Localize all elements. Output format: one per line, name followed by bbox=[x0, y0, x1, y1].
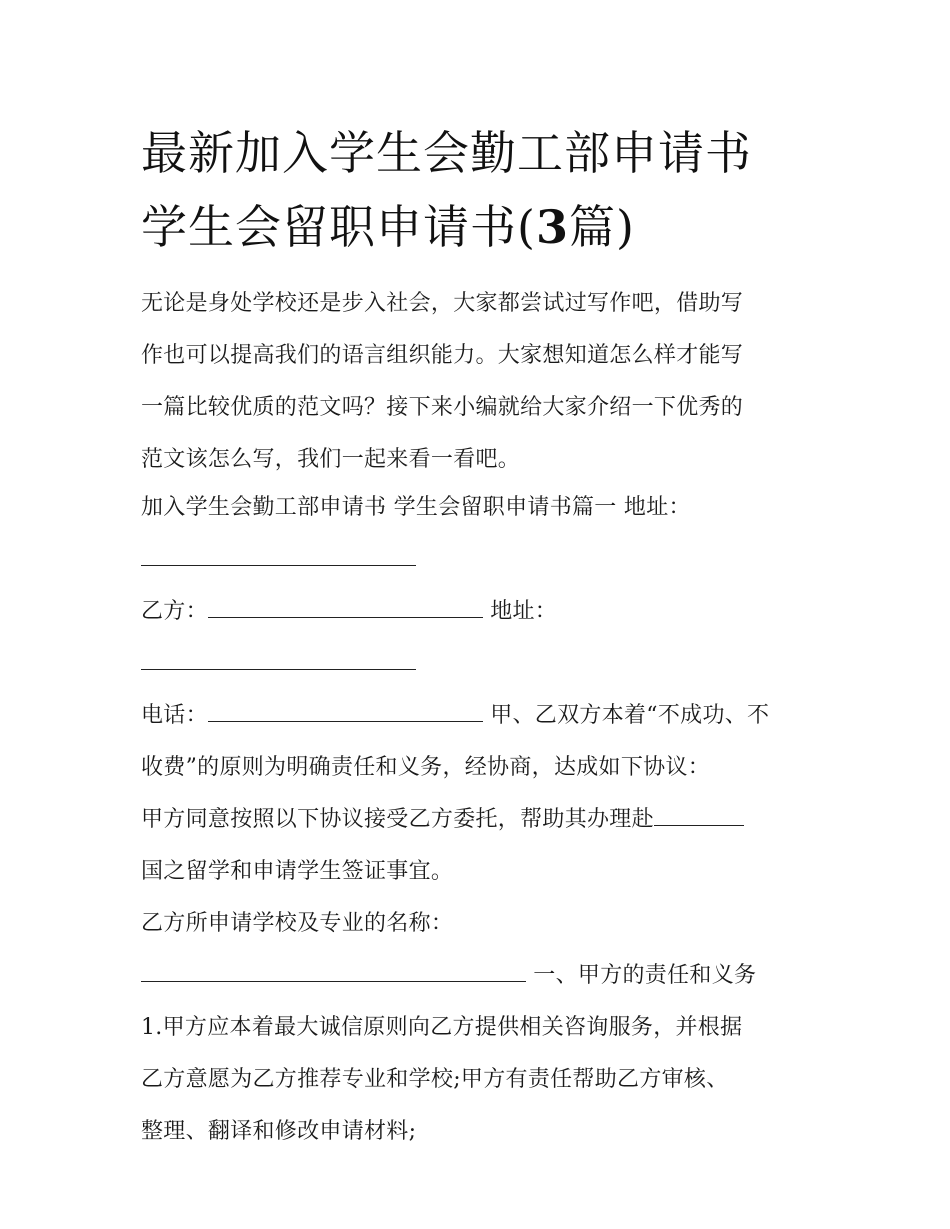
title-line-2-suffix: 篇) bbox=[568, 200, 635, 254]
agree-text: 甲方同意按照以下协议接受乙方委托，帮助其办理赴 bbox=[141, 807, 654, 832]
party-b-label: 乙方： bbox=[141, 599, 208, 624]
party-b-address-blank bbox=[141, 645, 416, 670]
agree-line-2: 国之留学和申请学生签证事宜。 bbox=[141, 859, 454, 884]
intro-line: 一篇比较优质的范文吗？接下来小编就给大家介绍一下优秀的 bbox=[141, 395, 744, 420]
item-1-line-3: 整理、翻译和修改申请材料; bbox=[141, 1119, 417, 1144]
agreement-body bbox=[141, 482, 816, 1158]
title-line-1: 最新加入学生会勤工部申请书 bbox=[141, 126, 752, 180]
duty-heading: 一、甲方的责任和义务 bbox=[533, 963, 757, 988]
principle-line-1: 甲、乙双方本着“不成功、不 bbox=[490, 703, 770, 728]
phone-line bbox=[141, 690, 816, 742]
agree-line-1 bbox=[141, 794, 816, 846]
party-b-address-line bbox=[141, 638, 816, 690]
intro-line: 范文该怎么写，我们一起来看一看吧。 bbox=[141, 447, 521, 472]
title-line-2-number: 3 bbox=[535, 200, 569, 254]
school-blank bbox=[141, 957, 526, 982]
document-title bbox=[141, 116, 831, 264]
intro-paragraph bbox=[141, 278, 816, 486]
title-line-2 bbox=[141, 190, 831, 264]
address-blank bbox=[141, 541, 416, 566]
party-b-line bbox=[141, 586, 816, 638]
principle-line-2: 收费”的原则为明确责任和义务，经协商，达成如下协议： bbox=[141, 755, 711, 780]
phone-blank bbox=[208, 697, 483, 722]
address-blank-line bbox=[141, 534, 816, 586]
phone-label: 电话： bbox=[141, 703, 208, 728]
item-1-line-1: 1.甲方应本着最大诚信原则向乙方提供相关咨询服务，并根据 bbox=[141, 1015, 743, 1040]
intro-line: 无论是身处学校还是步入社会，大家都尝试过写作吧，借助写 bbox=[141, 291, 744, 316]
party-b-blank bbox=[208, 593, 483, 618]
title-line-2-prefix: 学生会留职申请书( bbox=[141, 200, 536, 254]
section-heading: 加入学生会勤工部申请书 学生会留职申请书篇一 地址： bbox=[141, 495, 691, 520]
item-1-line-2: 乙方意愿为乙方推荐专业和学校;甲方有责任帮助乙方审核、 bbox=[141, 1067, 729, 1092]
school-blank-line bbox=[141, 950, 816, 1002]
country-blank bbox=[654, 801, 744, 826]
school-label-line: 乙方所申请学校及专业的名称： bbox=[141, 911, 454, 936]
address-label: 地址： bbox=[490, 599, 558, 624]
intro-line: 作也可以提高我们的语言组织能力。大家想知道怎么样才能写 bbox=[141, 343, 744, 368]
